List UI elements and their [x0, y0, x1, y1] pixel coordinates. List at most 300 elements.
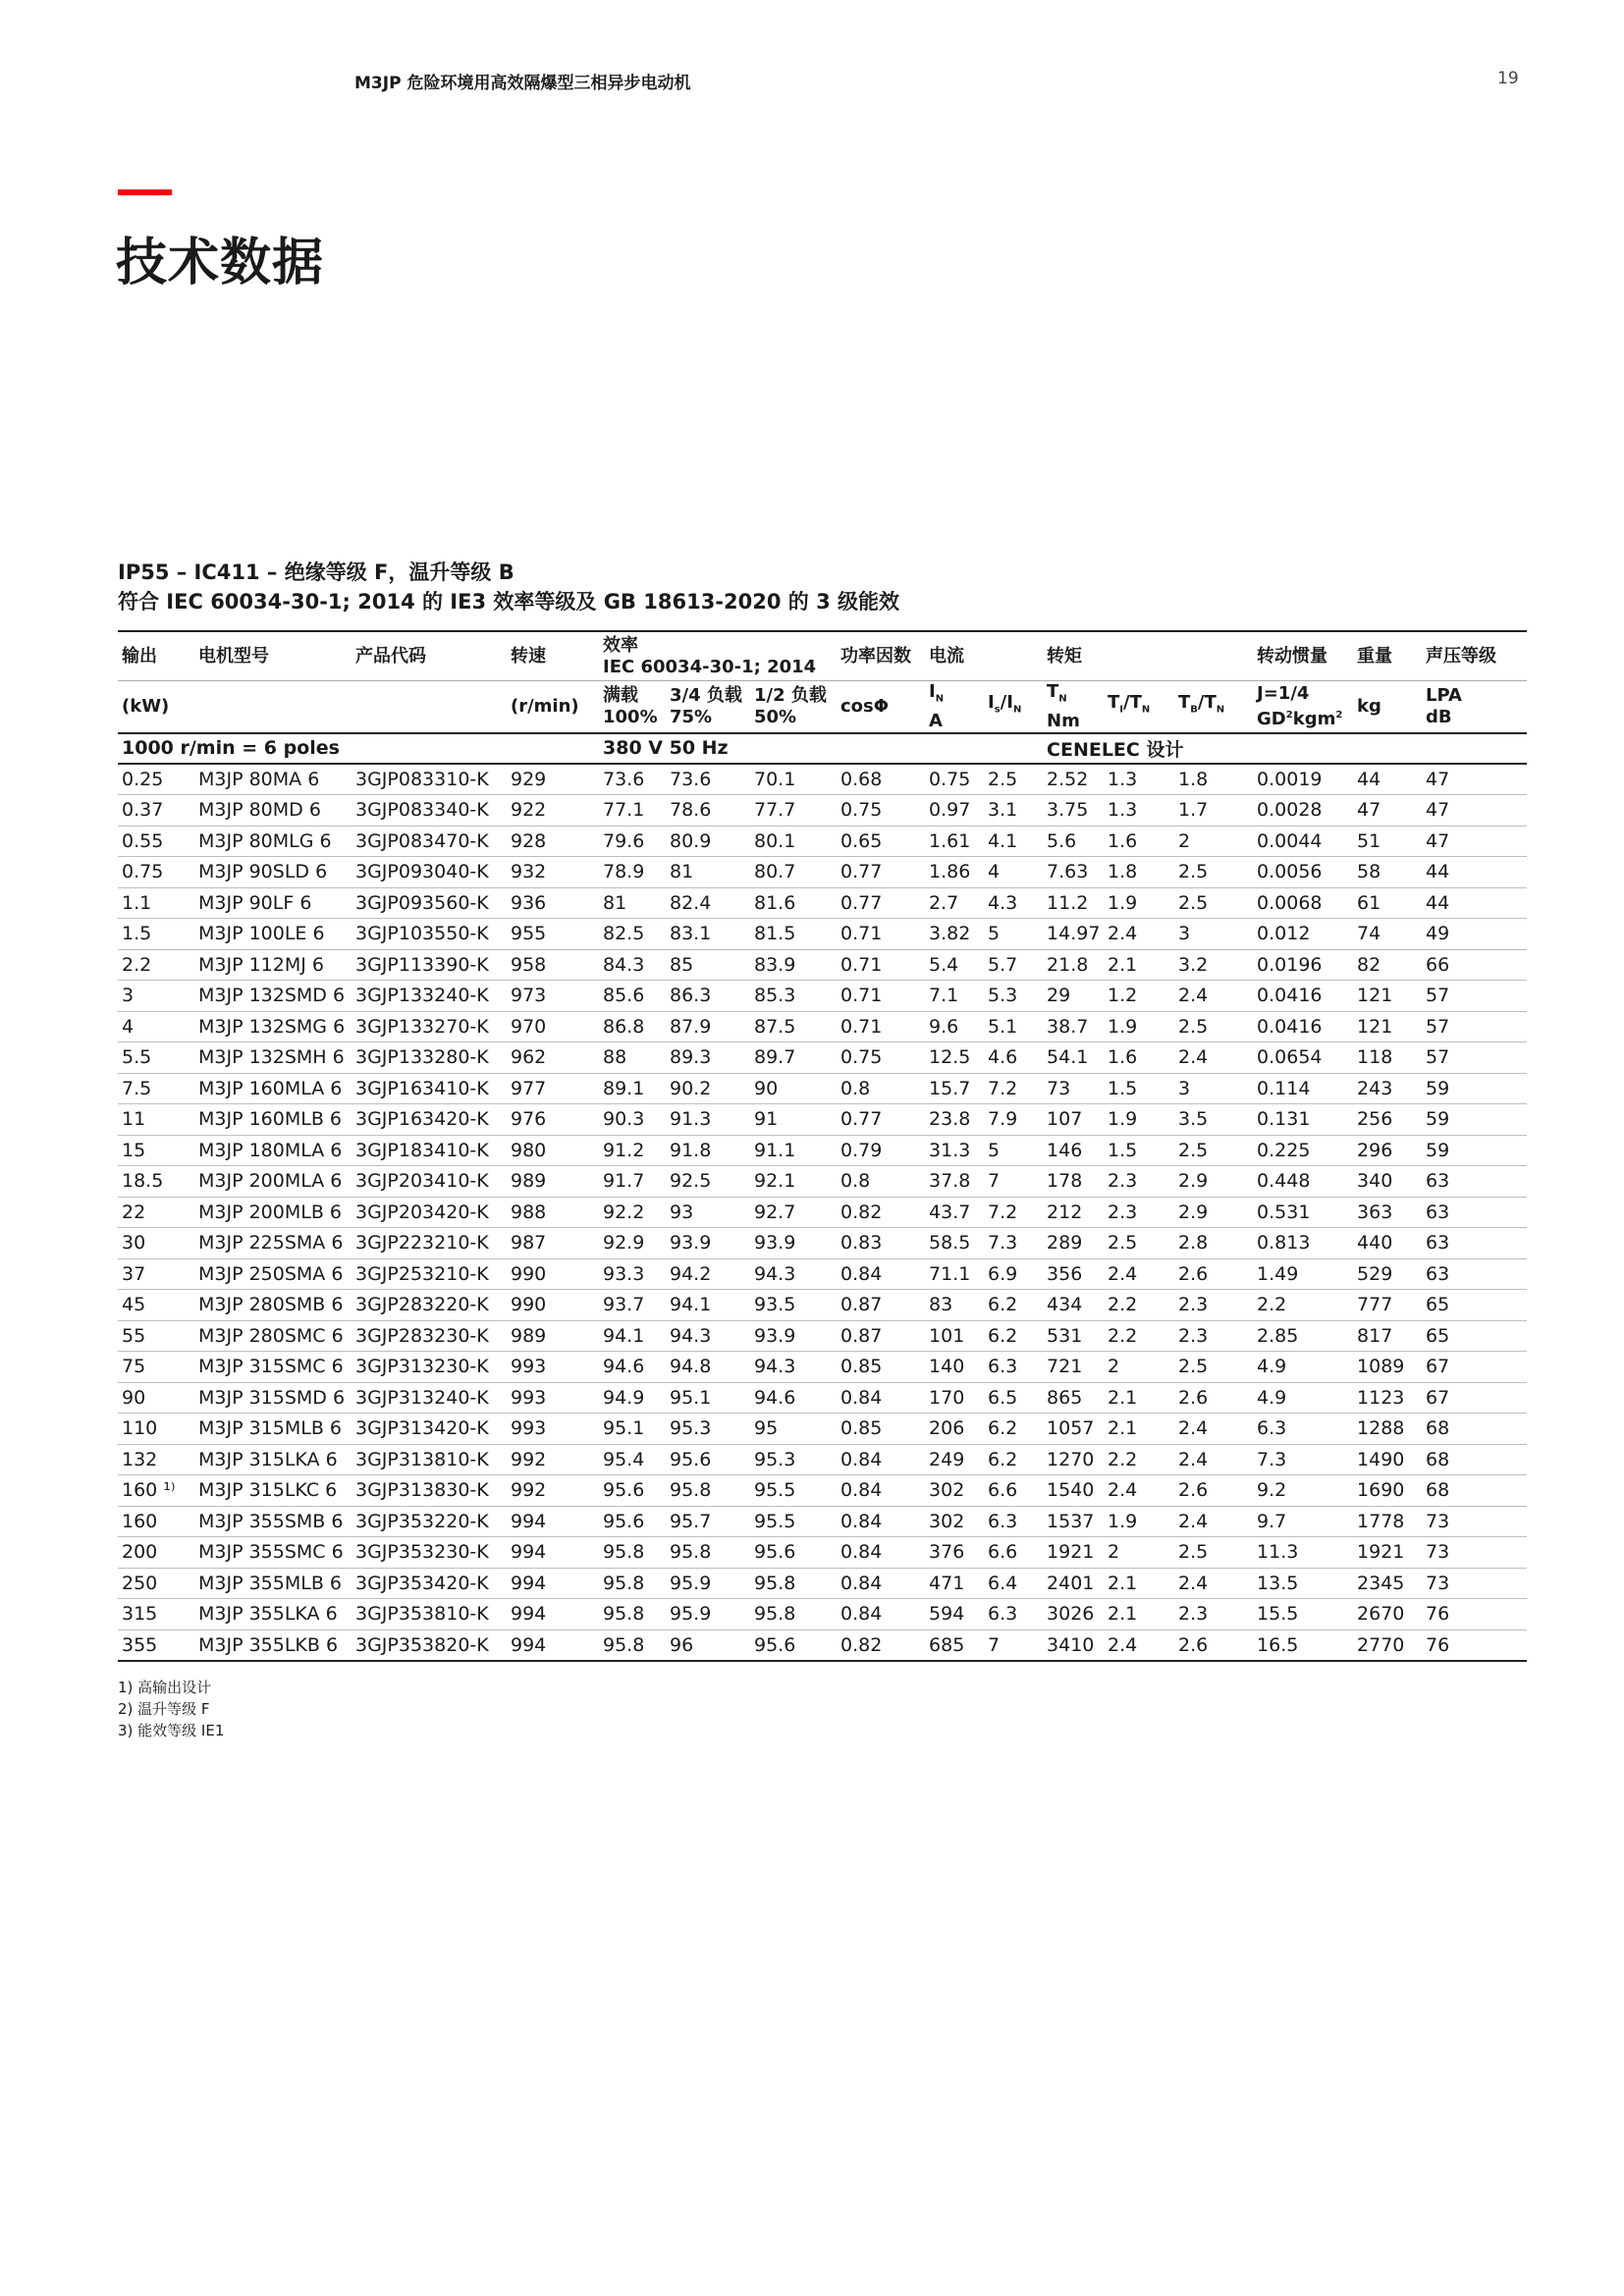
cell-noise-level: 68: [1422, 1444, 1527, 1475]
cell-rated-torque: 531: [1043, 1320, 1104, 1352]
cell-current-ratio: 5.7: [984, 949, 1043, 981]
band-row: [118, 733, 1527, 764]
cell-start-torque-ratio: 1.2: [1104, 981, 1174, 1012]
cell-weight: 296: [1353, 1135, 1422, 1166]
cell-rated-torque: 356: [1043, 1258, 1104, 1290]
cell-weight: 1690: [1353, 1475, 1422, 1507]
cell-rated-torque: 289: [1043, 1228, 1104, 1259]
col-efficiency: [599, 631, 837, 681]
cell-eff-50: 93.9: [750, 1228, 837, 1259]
cell-rated-current: 83: [925, 1290, 984, 1321]
cell-motor-type: M3JP 132SMG 6: [194, 1011, 352, 1042]
cell-speed: 980: [507, 1135, 599, 1166]
unit-three-quarter-load: [666, 681, 750, 733]
cell-motor-type: M3JP 315SMD 6: [194, 1382, 352, 1414]
cell-eff-100: 78.9: [599, 857, 666, 888]
cell-power-factor: 0.82: [837, 1197, 925, 1228]
cell-weight: 1288: [1353, 1414, 1422, 1445]
cell-current-ratio: 7.3: [984, 1228, 1043, 1259]
cell-eff-75: 93: [666, 1197, 750, 1228]
cell-motor-type: M3JP 315SMC 6: [194, 1352, 352, 1383]
cell-eff-100: 94.1: [599, 1320, 666, 1352]
cell-speed: 994: [507, 1506, 599, 1537]
cell-max-torque-ratio: 2.5: [1174, 1537, 1253, 1569]
cell-eff-100: 91.7: [599, 1166, 666, 1198]
cell-product-code: 3GJP183410-K: [352, 1135, 507, 1166]
cell-weight: 82: [1353, 949, 1422, 981]
cell-inertia: 9.2: [1253, 1475, 1353, 1507]
cell-inertia: 15.5: [1253, 1599, 1353, 1630]
cell-power-factor: 0.65: [837, 826, 925, 857]
cell-eff-100: 77.1: [599, 795, 666, 827]
cell-rated-torque: 1921: [1043, 1537, 1104, 1569]
table-row: [118, 1042, 1527, 1074]
cell-rated-torque: 721: [1043, 1352, 1104, 1383]
unit-half-load: [750, 681, 837, 733]
cell-product-code: 3GJP133270-K: [352, 1011, 507, 1042]
cell-noise-level: 44: [1422, 857, 1527, 888]
cell-output-kw: 355: [118, 1629, 194, 1661]
cell-eff-75: 82.4: [666, 887, 750, 919]
cell-start-torque-ratio: 1.3: [1104, 795, 1174, 827]
cell-power-factor: 0.71: [837, 949, 925, 981]
cell-rated-torque: 29: [1043, 981, 1104, 1012]
cell-eff-100: 92.2: [599, 1197, 666, 1228]
cell-weight: 817: [1353, 1320, 1422, 1352]
cell-rated-current: 0.97: [925, 795, 984, 827]
cell-start-torque-ratio: 2.1: [1104, 1414, 1174, 1445]
cell-output-kw: 1.1: [118, 887, 194, 919]
cell-rated-current: 37.8: [925, 1166, 984, 1198]
cell-noise-level: 65: [1422, 1290, 1527, 1321]
cell-eff-50: 92.7: [750, 1197, 837, 1228]
cell-eff-50: 91.1: [750, 1135, 837, 1166]
cell-eff-75: 95.1: [666, 1382, 750, 1414]
cell-noise-level: 65: [1422, 1320, 1527, 1352]
cell-inertia: 0.531: [1253, 1197, 1353, 1228]
cell-weight: 1123: [1353, 1382, 1422, 1414]
cell-max-torque-ratio: 2.3: [1174, 1320, 1253, 1352]
cell-weight: 2770: [1353, 1629, 1422, 1661]
cell-start-torque-ratio: 2.3: [1104, 1197, 1174, 1228]
cell-noise-level: 44: [1422, 887, 1527, 919]
cell-max-torque-ratio: 2.4: [1174, 1042, 1253, 1074]
cell-max-torque-ratio: 2.5: [1174, 1352, 1253, 1383]
cell-max-torque-ratio: 3: [1174, 1073, 1253, 1104]
cell-inertia: 0.0028: [1253, 795, 1353, 827]
col-inertia: 转动惯量: [1253, 631, 1353, 681]
cell-eff-75: 73.6: [666, 764, 750, 795]
cell-power-factor: 0.84: [837, 1258, 925, 1290]
cell-noise-level: 68: [1422, 1414, 1527, 1445]
cell-inertia: 1.49: [1253, 1258, 1353, 1290]
cell-eff-50: 83.9: [750, 949, 837, 981]
kgm-sup: 2: [1335, 709, 1343, 721]
cell-output-kw: 11: [118, 1104, 194, 1136]
cell-max-torque-ratio: 2.4: [1174, 1568, 1253, 1599]
cell-power-factor: 0.79: [837, 1135, 925, 1166]
cell-eff-50: 93.9: [750, 1320, 837, 1352]
cell-current-ratio: 5: [984, 919, 1043, 950]
cell-power-factor: 0.84: [837, 1382, 925, 1414]
cell-output-kw: 0.37: [118, 795, 194, 827]
cell-noise-level: 57: [1422, 981, 1527, 1012]
ti-mid: /T: [1123, 692, 1142, 713]
cell-max-torque-ratio: 3.5: [1174, 1104, 1253, 1136]
spec-line-protection: IP55 – IC411 – 绝缘等级 F，温升等级 B: [118, 561, 514, 584]
cell-power-factor: 0.68: [837, 764, 925, 795]
cell-product-code: 3GJP083310-K: [352, 764, 507, 795]
table-row: [118, 1228, 1527, 1259]
cell-eff-50: 95.8: [750, 1568, 837, 1599]
col-power-factor: 功率因数: [837, 631, 925, 681]
cell-start-torque-ratio: 1.9: [1104, 1104, 1174, 1136]
cell-motor-type: M3JP 355SMC 6: [194, 1537, 352, 1569]
cell-inertia: 0.448: [1253, 1166, 1353, 1198]
tb-letter: T: [1178, 692, 1191, 713]
cell-power-factor: 0.84: [837, 1537, 925, 1569]
table-row: [118, 919, 1527, 950]
cell-current-ratio: 7: [984, 1629, 1043, 1661]
cell-current-ratio: 3.1: [984, 795, 1043, 827]
cell-current-ratio: 7.2: [984, 1073, 1043, 1104]
cell-output-kw: 30: [118, 1228, 194, 1259]
is-sub2: N: [1012, 704, 1022, 716]
table-row: [118, 1382, 1527, 1414]
lpa-unit: dB: [1426, 706, 1452, 727]
table-row: [118, 949, 1527, 981]
cell-max-torque-ratio: 2.6: [1174, 1258, 1253, 1290]
table-row: [118, 1290, 1527, 1321]
cell-product-code: 3GJP203410-K: [352, 1166, 507, 1198]
cell-output-kw: 160: [118, 1506, 194, 1537]
unit-lpa: [1422, 681, 1527, 733]
footnote-3: 3) 能效等级 IE1: [118, 1722, 225, 1739]
cell-eff-75: 90.2: [666, 1073, 750, 1104]
cell-output-kw: 18.5: [118, 1166, 194, 1198]
cell-rated-current: 43.7: [925, 1197, 984, 1228]
cell-eff-100: 88: [599, 1042, 666, 1074]
cell-eff-100: 85.6: [599, 981, 666, 1012]
tn-sub: N: [1058, 693, 1067, 705]
col-code: 产品代码: [352, 631, 507, 681]
table-row: [118, 1568, 1527, 1599]
cell-max-torque-ratio: 2.9: [1174, 1197, 1253, 1228]
cell-output-kw: 90: [118, 1382, 194, 1414]
tb-mid: /T: [1197, 692, 1217, 713]
cell-weight: 2345: [1353, 1568, 1422, 1599]
cell-eff-100: 86.8: [599, 1011, 666, 1042]
cell-max-torque-ratio: 2.4: [1174, 1506, 1253, 1537]
cell-output-kw: 315: [118, 1599, 194, 1630]
cell-speed: 962: [507, 1042, 599, 1074]
cell-speed: 973: [507, 981, 599, 1012]
cell-rated-torque: 14.97: [1043, 919, 1104, 950]
gd-sup: 2: [1285, 709, 1293, 721]
cell-speed: 970: [507, 1011, 599, 1042]
cell-start-torque-ratio: 2.1: [1104, 1382, 1174, 1414]
cell-noise-level: 57: [1422, 1042, 1527, 1074]
cell-motor-type: M3JP 80MD 6: [194, 795, 352, 827]
cell-speed: 922: [507, 795, 599, 827]
cell-power-factor: 0.75: [837, 1042, 925, 1074]
col-efficiency-label: 效率: [603, 634, 638, 656]
cell-rated-torque: 178: [1043, 1166, 1104, 1198]
table-row: [118, 1537, 1527, 1569]
cell-eff-100: 95.8: [599, 1629, 666, 1661]
cell-product-code: 3GJP203420-K: [352, 1197, 507, 1228]
cell-speed: 994: [507, 1537, 599, 1569]
cell-inertia: 13.5: [1253, 1568, 1353, 1599]
cell-start-torque-ratio: 2.2: [1104, 1320, 1174, 1352]
cell-motor-type: M3JP 160MLA 6: [194, 1073, 352, 1104]
cell-product-code: 3GJP083470-K: [352, 826, 507, 857]
cell-eff-100: 81: [599, 887, 666, 919]
cell-output-kw: 45: [118, 1290, 194, 1321]
cell-inertia: 9.7: [1253, 1506, 1353, 1537]
cell-inertia: 2.2: [1253, 1290, 1353, 1321]
cell-power-factor: 0.71: [837, 919, 925, 950]
cell-inertia: 0.0044: [1253, 826, 1353, 857]
cell-max-torque-ratio: 2.8: [1174, 1228, 1253, 1259]
cell-motor-type: M3JP 315LKA 6: [194, 1444, 352, 1475]
cell-start-torque-ratio: 2: [1104, 1352, 1174, 1383]
cell-inertia: 0.0416: [1253, 981, 1353, 1012]
cell-eff-100: 93.3: [599, 1258, 666, 1290]
cell-power-factor: 0.84: [837, 1568, 925, 1599]
cell-max-torque-ratio: 2.5: [1174, 887, 1253, 919]
band-supply: 380 V 50 Hz: [599, 733, 1043, 764]
table-row: [118, 1197, 1527, 1228]
cell-noise-level: 59: [1422, 1135, 1527, 1166]
cell-start-torque-ratio: 1.5: [1104, 1135, 1174, 1166]
unit-start-current-ratio: [984, 681, 1043, 733]
cell-max-torque-ratio: 2.6: [1174, 1382, 1253, 1414]
cell-eff-100: 92.9: [599, 1228, 666, 1259]
cell-inertia: 2.85: [1253, 1320, 1353, 1352]
cell-eff-50: 95.5: [750, 1475, 837, 1507]
cell-eff-50: 85.3: [750, 981, 837, 1012]
col-output: 输出: [118, 631, 194, 681]
cell-eff-75: 80.9: [666, 826, 750, 857]
cell-motor-type: M3JP 280SMC 6: [194, 1320, 352, 1352]
cell-product-code: 3GJP353420-K: [352, 1568, 507, 1599]
cell-rated-current: 31.3: [925, 1135, 984, 1166]
band-poles: 1000 r/min = 6 poles: [118, 733, 599, 764]
cell-output-kw: 200: [118, 1537, 194, 1569]
cell-motor-type: M3JP 355SMB 6: [194, 1506, 352, 1537]
cell-start-torque-ratio: 2.1: [1104, 1599, 1174, 1630]
gd-text: GD: [1257, 708, 1286, 729]
cell-rated-torque: 2401: [1043, 1568, 1104, 1599]
cell-rated-current: 1.61: [925, 826, 984, 857]
cell-power-factor: 0.84: [837, 1444, 925, 1475]
q3-load-pct: 75%: [670, 706, 713, 727]
cell-max-torque-ratio: 3.2: [1174, 949, 1253, 981]
cell-inertia: 0.0196: [1253, 949, 1353, 981]
cell-max-torque-ratio: 2.4: [1174, 1444, 1253, 1475]
table-row: [118, 1475, 1527, 1507]
cell-max-torque-ratio: 2.4: [1174, 1414, 1253, 1445]
cell-noise-level: 76: [1422, 1629, 1527, 1661]
cell-eff-75: 95.7: [666, 1506, 750, 1537]
cell-rated-torque: 11.2: [1043, 887, 1104, 919]
cell-speed: 993: [507, 1414, 599, 1445]
cell-noise-level: 73: [1422, 1537, 1527, 1569]
cell-output-kw: 7.5: [118, 1073, 194, 1104]
cell-rated-current: 3.82: [925, 919, 984, 950]
cell-current-ratio: 5.1: [984, 1011, 1043, 1042]
cell-speed: 976: [507, 1104, 599, 1136]
cell-product-code: 3GJP083340-K: [352, 795, 507, 827]
cell-noise-level: 47: [1422, 795, 1527, 827]
cell-weight: 47: [1353, 795, 1422, 827]
cell-rated-current: 15.7: [925, 1073, 984, 1104]
inertia-formula: J=1/4: [1257, 682, 1310, 704]
unit-blank-code: [352, 681, 507, 733]
cell-eff-100: 94.6: [599, 1352, 666, 1383]
cell-inertia: 4.9: [1253, 1352, 1353, 1383]
full-load-pct: 100%: [603, 706, 658, 727]
cell-rated-torque: 1537: [1043, 1506, 1104, 1537]
cell-weight: 1089: [1353, 1352, 1422, 1383]
cell-current-ratio: 6.5: [984, 1382, 1043, 1414]
cell-current-ratio: 6.6: [984, 1475, 1043, 1507]
cell-output-kw: 0.55: [118, 826, 194, 857]
cell-rated-torque: 3410: [1043, 1629, 1104, 1661]
table-row: [118, 1352, 1527, 1383]
cell-inertia: 4.9: [1253, 1382, 1353, 1414]
cell-max-torque-ratio: 2.5: [1174, 1135, 1253, 1166]
in-letter: I: [929, 681, 936, 702]
ti-sub2: N: [1141, 704, 1151, 716]
cell-current-ratio: 6.4: [984, 1568, 1043, 1599]
cell-rated-torque: 3026: [1043, 1599, 1104, 1630]
cell-current-ratio: 6.2: [984, 1414, 1043, 1445]
cell-product-code: 3GJP313830-K: [352, 1475, 507, 1507]
cell-motor-type: M3JP 100LE 6: [194, 919, 352, 950]
table-row: [118, 1135, 1527, 1166]
cell-rated-torque: 1057: [1043, 1414, 1104, 1445]
cell-eff-100: 82.5: [599, 919, 666, 950]
cell-eff-50: 95.5: [750, 1506, 837, 1537]
cell-rated-current: 170: [925, 1382, 984, 1414]
rated-torque-unit: Nm: [1047, 710, 1080, 731]
cell-eff-50: 95: [750, 1414, 837, 1445]
cell-eff-75: 87.9: [666, 1011, 750, 1042]
cell-noise-level: 63: [1422, 1166, 1527, 1198]
cell-max-torque-ratio: 3: [1174, 919, 1253, 950]
cell-eff-100: 84.3: [599, 949, 666, 981]
col-model: 电机型号: [194, 631, 352, 681]
cell-motor-type: M3JP 112MJ 6: [194, 949, 352, 981]
cell-speed: 989: [507, 1166, 599, 1198]
cell-inertia: 0.813: [1253, 1228, 1353, 1259]
cell-power-factor: 0.8: [837, 1073, 925, 1104]
cell-speed: 988: [507, 1197, 599, 1228]
cell-eff-100: 95.8: [599, 1599, 666, 1630]
footnote-2: 2) 温升等级 F: [118, 1700, 210, 1718]
cell-eff-75: 95.9: [666, 1599, 750, 1630]
header-row-1: [118, 631, 1527, 681]
cell-product-code: 3GJP093040-K: [352, 857, 507, 888]
cell-motor-type: M3JP 355LKB 6: [194, 1629, 352, 1661]
cell-rated-torque: 1270: [1043, 1444, 1104, 1475]
cell-start-torque-ratio: 2.4: [1104, 1258, 1174, 1290]
cell-weight: 121: [1353, 1011, 1422, 1042]
cell-inertia: 11.3: [1253, 1537, 1353, 1569]
cell-product-code: 3GJP253210-K: [352, 1258, 507, 1290]
cell-speed: 993: [507, 1382, 599, 1414]
cell-eff-100: 93.7: [599, 1290, 666, 1321]
is-mid: /I: [1000, 692, 1013, 713]
cell-eff-75: 95.6: [666, 1444, 750, 1475]
cell-rated-current: 101: [925, 1320, 984, 1352]
cell-eff-50: 80.7: [750, 857, 837, 888]
cell-eff-100: 91.2: [599, 1135, 666, 1166]
document-title: M3JP 危险环境用高效隔爆型三相异步电动机: [354, 74, 691, 93]
cell-motor-type: M3JP 90SLD 6: [194, 857, 352, 888]
cell-eff-75: 96: [666, 1629, 750, 1661]
cell-motor-type: M3JP 315LKC 6: [194, 1475, 352, 1507]
cell-product-code: 3GJP103550-K: [352, 919, 507, 950]
cell-eff-75: 81: [666, 857, 750, 888]
cell-product-code: 3GJP163410-K: [352, 1073, 507, 1104]
cell-eff-100: 79.6: [599, 826, 666, 857]
cell-eff-100: 94.9: [599, 1382, 666, 1414]
cell-start-torque-ratio: 2.5: [1104, 1228, 1174, 1259]
cell-eff-100: 90.3: [599, 1104, 666, 1136]
cell-current-ratio: 6.9: [984, 1258, 1043, 1290]
cell-rated-current: 249: [925, 1444, 984, 1475]
cell-current-ratio: 6.3: [984, 1599, 1043, 1630]
cell-eff-50: 95.8: [750, 1599, 837, 1630]
cell-speed: 955: [507, 919, 599, 950]
cell-rated-torque: 1540: [1043, 1475, 1104, 1507]
cell-rated-current: 5.4: [925, 949, 984, 981]
table-row: [118, 981, 1527, 1012]
cell-rated-current: 58.5: [925, 1228, 984, 1259]
cell-power-factor: 0.77: [837, 1104, 925, 1136]
cell-product-code: 3GJP113390-K: [352, 949, 507, 981]
footnotes: [118, 1677, 224, 1741]
cell-output-kw: 1.5: [118, 919, 194, 950]
cell-rated-current: 71.1: [925, 1258, 984, 1290]
cell-noise-level: 67: [1422, 1352, 1527, 1383]
cell-weight: 44: [1353, 764, 1422, 795]
cell-noise-level: 73: [1422, 1506, 1527, 1537]
table-row: [118, 887, 1527, 919]
cell-eff-50: 91: [750, 1104, 837, 1136]
col-weight: 重量: [1353, 631, 1422, 681]
col-efficiency-standard: IEC 60034-30-1; 2014: [603, 656, 817, 677]
cell-eff-75: 83.1: [666, 919, 750, 950]
cell-inertia: 0.0056: [1253, 857, 1353, 888]
unit-inertia: [1253, 681, 1353, 733]
cell-start-torque-ratio: 2.1: [1104, 1568, 1174, 1599]
cell-motor-type: M3JP 355LKA 6: [194, 1599, 352, 1630]
cell-motor-type: M3JP 160MLB 6: [194, 1104, 352, 1136]
cell-inertia: 0.225: [1253, 1135, 1353, 1166]
cell-eff-50: 77.7: [750, 795, 837, 827]
col-noise: 声压等级: [1422, 631, 1527, 681]
cell-noise-level: 73: [1422, 1568, 1527, 1599]
cell-current-ratio: 2.5: [984, 764, 1043, 795]
cell-output-kw: 110: [118, 1414, 194, 1445]
cell-power-factor: 0.8: [837, 1166, 925, 1198]
cell-max-torque-ratio: 2.5: [1174, 857, 1253, 888]
cell-eff-75: 89.3: [666, 1042, 750, 1074]
